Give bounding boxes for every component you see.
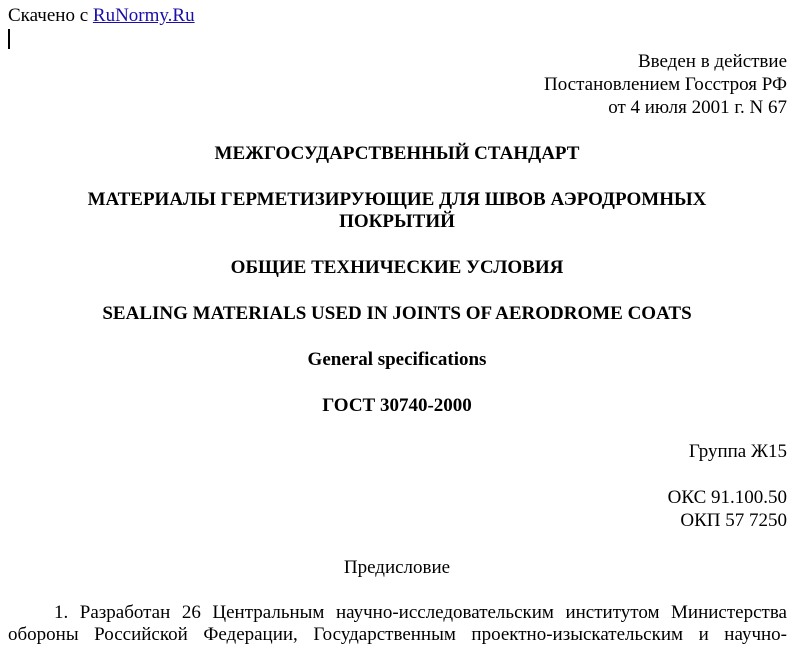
intro-line-2: Постановлением Госстроя РФ	[543, 74, 787, 95]
oks-code: ОКС 91.100.50	[667, 487, 787, 508]
document-title-line-1: МАТЕРИАЛЫ ГЕРМЕТИЗИРУЮЩИЕ ДЛЯ ШВОВ АЭРОДРОМНЫХ	[87, 189, 707, 210]
download-prefix: Скачено с	[8, 5, 89, 26]
paragraph-line-1: 1. Разработан 26 Центральным научно-исследовательским институтом Министерства	[54, 602, 787, 623]
intro-line-1: Введен в действие	[637, 51, 787, 72]
english-title: SEALING MATERIALS USED IN JOINTS OF AERODROME COATS	[102, 303, 692, 324]
group-code: Группа Ж15	[688, 441, 787, 462]
standard-number: ГОСТ 30740-2000	[322, 395, 472, 416]
foreword-heading: Предисловие	[343, 557, 451, 578]
text-cursor	[8, 29, 10, 49]
download-notice	[8, 5, 195, 27]
intro-line-3: от 4 июля 2001 г. N 67	[608, 97, 787, 118]
paragraph-line-2: обороны Российской Федерации, Государственным проектно-изыскательским и научно-	[8, 624, 787, 645]
okp-code: ОКП 57 7250	[680, 510, 787, 531]
document-heading: МЕЖГОСУДАРСТВЕННЫЙ СТАНДАРТ	[214, 143, 580, 164]
runormy-link[interactable]: RuNormy.Ru	[92, 5, 195, 26]
document-subtitle: ОБЩИЕ ТЕХНИЧЕСКИЕ УСЛОВИЯ	[230, 257, 564, 278]
english-subtitle: General specifications	[307, 349, 487, 370]
document-title-line-2: ПОКРЫТИЙ	[339, 211, 455, 232]
